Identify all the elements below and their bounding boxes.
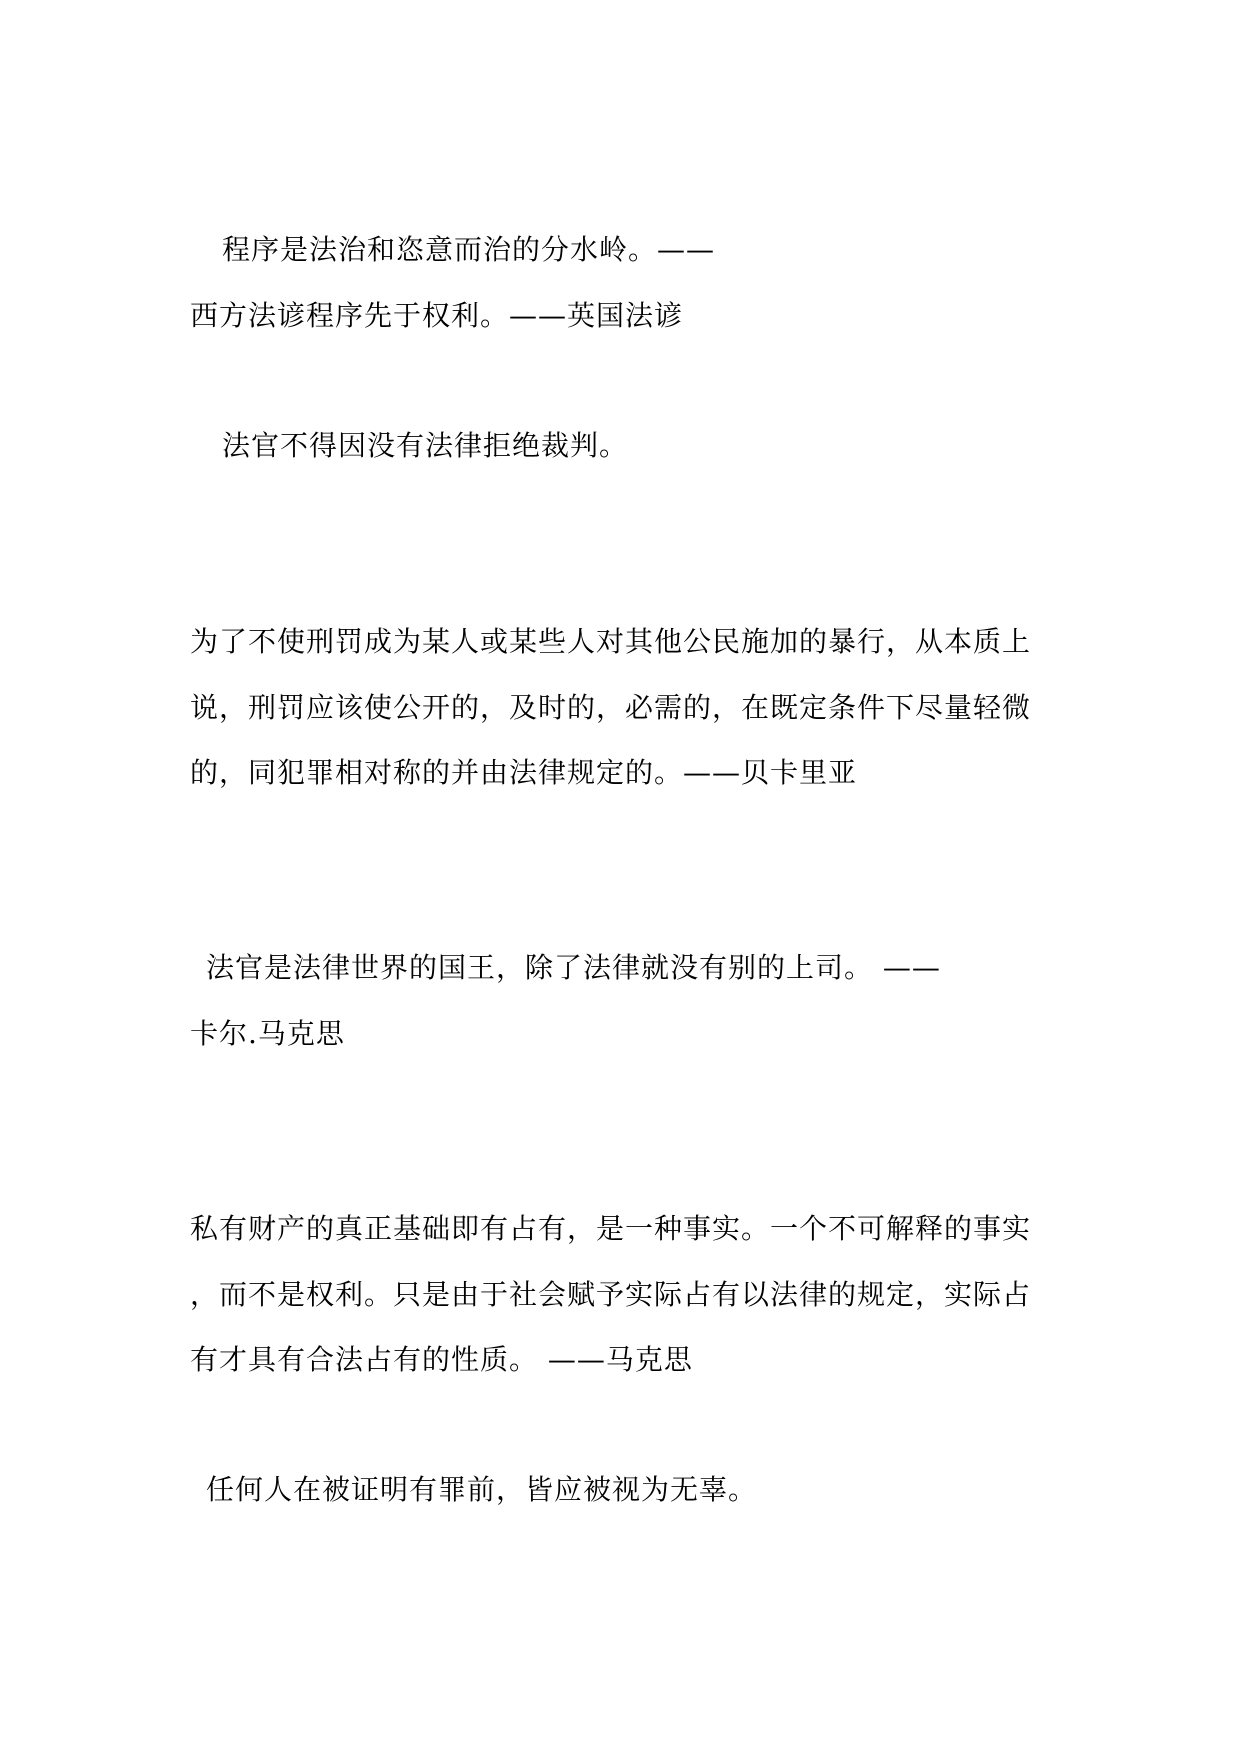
quote-property-line-1: 私有财产的真正基础即有占有，是一种事实。一个不可解释的事实 — [190, 1212, 1032, 1245]
quote-marx-judge-line-1: 法官是法律世界的国王，除了法律就没有别的上司。 —— — [206, 951, 941, 984]
quote-procedure-line: 程序是法治和恣意而治的分水岭。—— — [222, 233, 716, 266]
quote-marx-judge-line-2: 卡尔.马克思 — [190, 1017, 345, 1050]
quote-presumption-innocence-line: 任何人在被证明有罪前，皆应被视为无辜。 — [206, 1473, 758, 1506]
quote-property-line-3: 有才具有合法占有的性质。 ——马克思 — [190, 1343, 693, 1376]
quote-western-maxim-line: 西方法谚程序先于权利。——英国法谚 — [190, 299, 684, 332]
quote-beccaria-line-2: 说，刑罚应该使公开的，及时的，必需的，在既定条件下尽量轻微 — [190, 691, 1032, 724]
quote-judge-refusal-line: 法官不得因没有法律拒绝裁判。 — [222, 429, 629, 462]
quote-beccaria-line-1: 为了不使刑罚成为某人或某些人对其他公民施加的暴行，从本质上 — [190, 625, 1032, 658]
quote-beccaria-line-3: 的，同犯罪相对称的并由法律规定的。——贝卡里亚 — [190, 756, 858, 789]
quote-property-line-2: ，而不是权利。只是由于社会赋予实际占有以法律的规定，实际占 — [190, 1278, 1032, 1311]
